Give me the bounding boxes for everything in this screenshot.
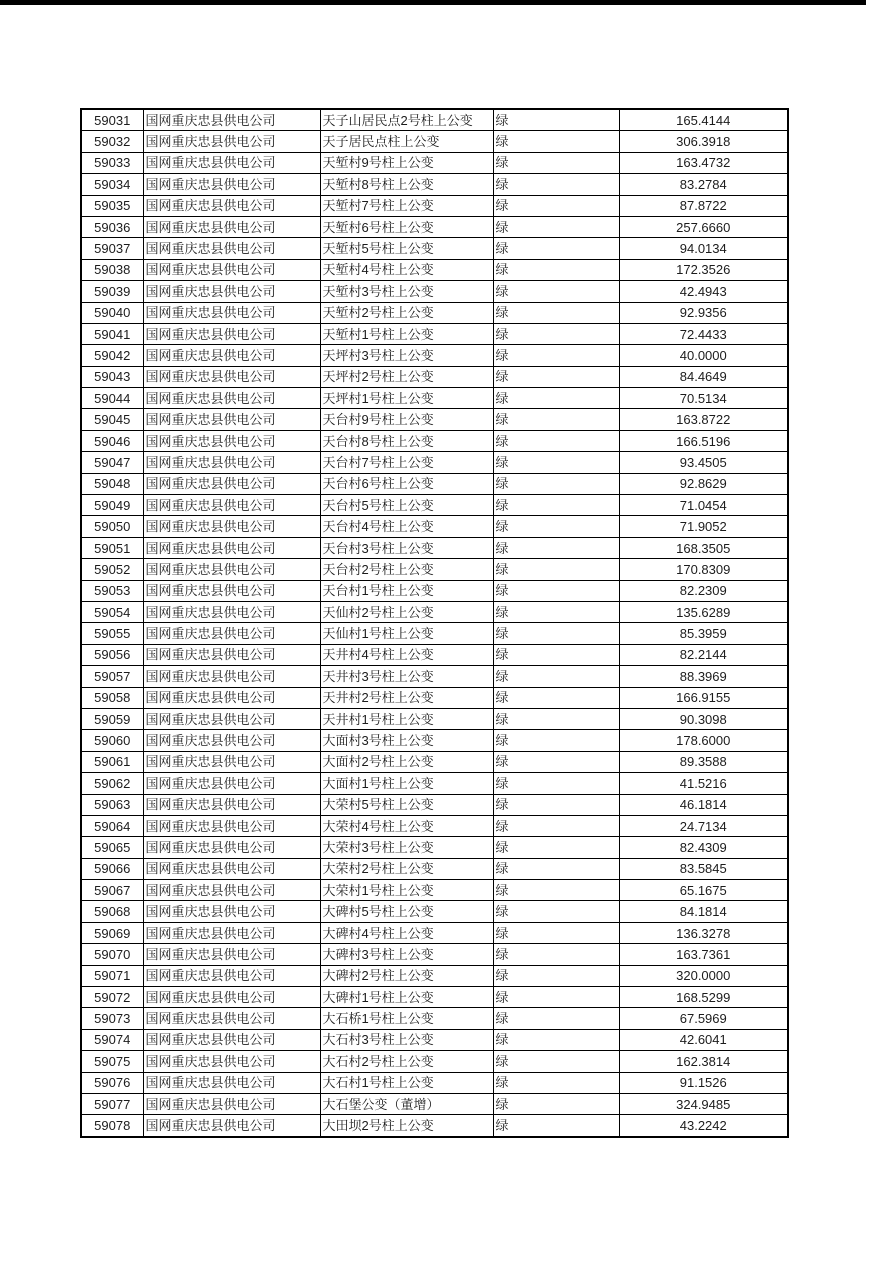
cell-company-name: 国网重庆忠县供电公司 [143,794,320,815]
cell-status-label: 绿 [493,131,619,152]
cell-status-label: 绿 [493,174,619,195]
cell-capacity-value: 163.7361 [619,944,788,965]
cell-capacity-value: 136.3278 [619,922,788,943]
cell-row-id: 59078 [81,1115,143,1137]
cell-transformer-name: 大荣村4号柱上公变 [320,815,493,836]
cell-row-id: 59051 [81,537,143,558]
cell-status-label: 绿 [493,495,619,516]
cell-row-id: 59075 [81,1051,143,1072]
cell-company-name: 国网重庆忠县供电公司 [143,858,320,879]
cell-transformer-name: 天台村8号柱上公变 [320,430,493,451]
cell-capacity-value: 88.3969 [619,666,788,687]
cell-row-id: 59052 [81,559,143,580]
cell-company-name: 国网重庆忠县供电公司 [143,516,320,537]
cell-row-id: 59045 [81,409,143,430]
cell-transformer-name: 天井村2号柱上公变 [320,687,493,708]
cell-status-label: 绿 [493,858,619,879]
cell-transformer-name: 天仙村1号柱上公变 [320,623,493,644]
cell-capacity-value: 42.6041 [619,1029,788,1050]
cell-company-name: 国网重庆忠县供电公司 [143,944,320,965]
cell-transformer-name: 天台村6号柱上公变 [320,473,493,494]
cell-transformer-name: 大面村2号柱上公变 [320,751,493,772]
table-row [81,195,788,216]
table-row [81,345,788,366]
table-row [81,794,788,815]
table-row [81,901,788,922]
cell-row-id: 59050 [81,516,143,537]
cell-row-id: 59031 [81,109,143,131]
cell-status-label: 绿 [493,922,619,943]
cell-transformer-name: 大石村3号柱上公变 [320,1029,493,1050]
table-row [81,944,788,965]
cell-capacity-value: 82.2309 [619,580,788,601]
cell-company-name: 国网重庆忠县供电公司 [143,452,320,473]
cell-status-label: 绿 [493,965,619,986]
cell-company-name: 国网重庆忠县供电公司 [143,837,320,858]
cell-row-id: 59061 [81,751,143,772]
cell-row-id: 59062 [81,773,143,794]
cell-transformer-name: 天堑村9号柱上公变 [320,152,493,173]
cell-row-id: 59072 [81,987,143,1008]
cell-status-label: 绿 [493,302,619,323]
cell-status-label: 绿 [493,944,619,965]
top-black-bar [0,0,866,5]
cell-company-name: 国网重庆忠县供电公司 [143,601,320,622]
cell-row-id: 59043 [81,366,143,387]
cell-company-name: 国网重庆忠县供电公司 [143,987,320,1008]
cell-row-id: 59073 [81,1008,143,1029]
cell-company-name: 国网重庆忠县供电公司 [143,537,320,558]
cell-transformer-name: 天台村2号柱上公变 [320,559,493,580]
cell-capacity-value: 84.1814 [619,901,788,922]
cell-status-label: 绿 [493,1115,619,1137]
cell-capacity-value: 165.4144 [619,109,788,131]
cell-company-name: 国网重庆忠县供电公司 [143,388,320,409]
cell-transformer-name: 大石桥1号柱上公变 [320,1008,493,1029]
cell-transformer-name: 天台村5号柱上公变 [320,495,493,516]
cell-row-id: 59070 [81,944,143,965]
cell-company-name: 国网重庆忠县供电公司 [143,495,320,516]
cell-row-id: 59059 [81,708,143,729]
cell-row-id: 59044 [81,388,143,409]
table-row [81,1115,788,1137]
table-row [81,1008,788,1029]
cell-transformer-name: 天仙村2号柱上公变 [320,601,493,622]
table-row [81,259,788,280]
cell-transformer-name: 天子山居民点2号柱上公变 [320,109,493,131]
cell-transformer-name: 大荣村3号柱上公变 [320,837,493,858]
cell-status-label: 绿 [493,409,619,430]
cell-transformer-name: 天堑村7号柱上公变 [320,195,493,216]
table-row [81,537,788,558]
cell-company-name: 国网重庆忠县供电公司 [143,965,320,986]
cell-company-name: 国网重庆忠县供电公司 [143,1008,320,1029]
table-row [81,837,788,858]
cell-status-label: 绿 [493,152,619,173]
cell-transformer-name: 天井村3号柱上公变 [320,666,493,687]
cell-capacity-value: 71.0454 [619,495,788,516]
table-row [81,773,788,794]
table-row [81,473,788,494]
cell-status-label: 绿 [493,452,619,473]
cell-transformer-name: 大碑村5号柱上公变 [320,901,493,922]
cell-status-label: 绿 [493,1029,619,1050]
cell-status-label: 绿 [493,687,619,708]
cell-row-id: 59060 [81,730,143,751]
cell-status-label: 绿 [493,880,619,901]
cell-status-label: 绿 [493,1051,619,1072]
cell-status-label: 绿 [493,366,619,387]
cell-capacity-value: 94.0134 [619,238,788,259]
table-row [81,880,788,901]
cell-row-id: 59032 [81,131,143,152]
cell-status-label: 绿 [493,259,619,280]
cell-transformer-name: 大荣村2号柱上公变 [320,858,493,879]
cell-capacity-value: 168.3505 [619,537,788,558]
cell-row-id: 59074 [81,1029,143,1050]
cell-status-label: 绿 [493,708,619,729]
cell-capacity-value: 89.3588 [619,751,788,772]
cell-company-name: 国网重庆忠县供电公司 [143,687,320,708]
cell-row-id: 59054 [81,601,143,622]
cell-transformer-name: 天井村4号柱上公变 [320,644,493,665]
cell-row-id: 59046 [81,430,143,451]
cell-row-id: 59076 [81,1072,143,1093]
cell-company-name: 国网重庆忠县供电公司 [143,751,320,772]
cell-capacity-value: 84.4649 [619,366,788,387]
cell-transformer-name: 天坪村2号柱上公变 [320,366,493,387]
cell-row-id: 59066 [81,858,143,879]
cell-row-id: 59065 [81,837,143,858]
table-row [81,409,788,430]
cell-company-name: 国网重庆忠县供电公司 [143,109,320,131]
cell-transformer-name: 天堑村8号柱上公变 [320,174,493,195]
cell-row-id: 59036 [81,216,143,237]
cell-transformer-name: 天堑村1号柱上公变 [320,323,493,344]
cell-capacity-value: 178.6000 [619,730,788,751]
cell-row-id: 59057 [81,666,143,687]
cell-row-id: 59058 [81,687,143,708]
cell-company-name: 国网重庆忠县供电公司 [143,773,320,794]
cell-capacity-value: 163.4732 [619,152,788,173]
cell-capacity-value: 257.6660 [619,216,788,237]
table-row [81,708,788,729]
cell-status-label: 绿 [493,644,619,665]
cell-capacity-value: 82.2144 [619,644,788,665]
cell-transformer-name: 大石堡公变（董增） [320,1093,493,1114]
cell-capacity-value: 87.8722 [619,195,788,216]
cell-company-name: 国网重庆忠县供电公司 [143,409,320,430]
cell-company-name: 国网重庆忠县供电公司 [143,259,320,280]
cell-status-label: 绿 [493,901,619,922]
cell-company-name: 国网重庆忠县供电公司 [143,1093,320,1114]
cell-capacity-value: 135.6289 [619,601,788,622]
cell-capacity-value: 92.9356 [619,302,788,323]
cell-status-label: 绿 [493,388,619,409]
cell-capacity-value: 70.5134 [619,388,788,409]
cell-status-label: 绿 [493,559,619,580]
cell-company-name: 国网重庆忠县供电公司 [143,366,320,387]
cell-status-label: 绿 [493,751,619,772]
cell-capacity-value: 83.5845 [619,858,788,879]
cell-row-id: 59041 [81,323,143,344]
table-row [81,601,788,622]
cell-transformer-name: 天堑村4号柱上公变 [320,259,493,280]
cell-capacity-value: 65.1675 [619,880,788,901]
cell-company-name: 国网重庆忠县供电公司 [143,195,320,216]
table-row [81,965,788,986]
cell-row-id: 59068 [81,901,143,922]
cell-company-name: 国网重庆忠县供电公司 [143,880,320,901]
cell-status-label: 绿 [493,430,619,451]
cell-transformer-name: 大碑村2号柱上公变 [320,965,493,986]
table-row [81,751,788,772]
cell-row-id: 59063 [81,794,143,815]
cell-company-name: 国网重庆忠县供电公司 [143,430,320,451]
cell-capacity-value: 91.1526 [619,1072,788,1093]
cell-capacity-value: 166.9155 [619,687,788,708]
cell-capacity-value: 92.8629 [619,473,788,494]
cell-status-label: 绿 [493,323,619,344]
cell-status-label: 绿 [493,345,619,366]
cell-capacity-value: 40.0000 [619,345,788,366]
cell-company-name: 国网重庆忠县供电公司 [143,644,320,665]
cell-row-id: 59035 [81,195,143,216]
cell-company-name: 国网重庆忠县供电公司 [143,345,320,366]
cell-company-name: 国网重庆忠县供电公司 [143,580,320,601]
cell-company-name: 国网重庆忠县供电公司 [143,1051,320,1072]
cell-company-name: 国网重庆忠县供电公司 [143,1115,320,1137]
cell-status-label: 绿 [493,195,619,216]
table-row [81,323,788,344]
table-body [81,109,788,1137]
cell-status-label: 绿 [493,516,619,537]
cell-row-id: 59064 [81,815,143,836]
table-row [81,559,788,580]
cell-status-label: 绿 [493,580,619,601]
cell-company-name: 国网重庆忠县供电公司 [143,131,320,152]
cell-company-name: 国网重庆忠县供电公司 [143,152,320,173]
cell-row-id: 59038 [81,259,143,280]
cell-capacity-value: 324.9485 [619,1093,788,1114]
table-row [81,516,788,537]
cell-capacity-value: 71.9052 [619,516,788,537]
cell-status-label: 绿 [493,238,619,259]
cell-status-label: 绿 [493,1072,619,1093]
table-row [81,815,788,836]
cell-transformer-name: 天台村1号柱上公变 [320,580,493,601]
cell-company-name: 国网重庆忠县供电公司 [143,559,320,580]
table-row [81,1029,788,1050]
cell-transformer-name: 大荣村5号柱上公变 [320,794,493,815]
table-row [81,987,788,1008]
cell-row-id: 59069 [81,922,143,943]
table-row [81,687,788,708]
cell-company-name: 国网重庆忠县供电公司 [143,730,320,751]
cell-company-name: 国网重庆忠县供电公司 [143,1029,320,1050]
cell-status-label: 绿 [493,815,619,836]
cell-capacity-value: 42.4943 [619,281,788,302]
cell-row-id: 59033 [81,152,143,173]
cell-transformer-name: 大面村1号柱上公变 [320,773,493,794]
cell-transformer-name: 天台村3号柱上公变 [320,537,493,558]
table-row [81,131,788,152]
cell-transformer-name: 天堑村2号柱上公变 [320,302,493,323]
cell-transformer-name: 大石村1号柱上公变 [320,1072,493,1093]
cell-capacity-value: 170.8309 [619,559,788,580]
cell-company-name: 国网重庆忠县供电公司 [143,216,320,237]
cell-status-label: 绿 [493,1093,619,1114]
cell-transformer-name: 天坪村1号柱上公变 [320,388,493,409]
cell-status-label: 绿 [493,109,619,131]
cell-status-label: 绿 [493,623,619,644]
table-row [81,281,788,302]
cell-transformer-name: 大石村2号柱上公变 [320,1051,493,1072]
cell-row-id: 59040 [81,302,143,323]
cell-capacity-value: 172.3526 [619,259,788,280]
cell-capacity-value: 163.8722 [619,409,788,430]
cell-row-id: 59034 [81,174,143,195]
cell-transformer-name: 大碑村1号柱上公变 [320,987,493,1008]
cell-row-id: 59047 [81,452,143,473]
cell-capacity-value: 168.5299 [619,987,788,1008]
table-row [81,495,788,516]
cell-transformer-name: 天堑村5号柱上公变 [320,238,493,259]
table-row [81,388,788,409]
cell-status-label: 绿 [493,216,619,237]
cell-status-label: 绿 [493,1008,619,1029]
cell-capacity-value: 162.3814 [619,1051,788,1072]
cell-transformer-name: 大荣村1号柱上公变 [320,880,493,901]
cell-status-label: 绿 [493,987,619,1008]
cell-row-id: 59067 [81,880,143,901]
cell-capacity-value: 320.0000 [619,965,788,986]
cell-company-name: 国网重庆忠县供电公司 [143,815,320,836]
cell-transformer-name: 大碑村3号柱上公变 [320,944,493,965]
cell-status-label: 绿 [493,473,619,494]
cell-capacity-value: 82.4309 [619,837,788,858]
cell-row-id: 59039 [81,281,143,302]
cell-capacity-value: 85.3959 [619,623,788,644]
table-row [81,1051,788,1072]
table-row [81,666,788,687]
cell-status-label: 绿 [493,666,619,687]
cell-status-label: 绿 [493,794,619,815]
cell-status-label: 绿 [493,537,619,558]
cell-transformer-name: 天台村9号柱上公变 [320,409,493,430]
cell-row-id: 59053 [81,580,143,601]
cell-transformer-name: 大田坝2号柱上公变 [320,1115,493,1137]
table-row [81,730,788,751]
cell-capacity-value: 166.5196 [619,430,788,451]
cell-status-label: 绿 [493,773,619,794]
cell-row-id: 59071 [81,965,143,986]
cell-company-name: 国网重庆忠县供电公司 [143,1072,320,1093]
cell-row-id: 59042 [81,345,143,366]
cell-transformer-name: 天台村7号柱上公变 [320,452,493,473]
cell-transformer-name: 天坪村3号柱上公变 [320,345,493,366]
cell-transformer-name: 大碑村4号柱上公变 [320,922,493,943]
cell-transformer-name: 天台村4号柱上公变 [320,516,493,537]
cell-row-id: 59048 [81,473,143,494]
cell-row-id: 59077 [81,1093,143,1114]
transformer-data-table [80,108,789,1138]
cell-company-name: 国网重庆忠县供电公司 [143,666,320,687]
table-row [81,174,788,195]
cell-company-name: 国网重庆忠县供电公司 [143,901,320,922]
cell-transformer-name: 天井村1号柱上公变 [320,708,493,729]
cell-capacity-value: 72.4433 [619,323,788,344]
cell-capacity-value: 41.5216 [619,773,788,794]
cell-company-name: 国网重庆忠县供电公司 [143,473,320,494]
cell-row-id: 59055 [81,623,143,644]
table-row [81,644,788,665]
table-row [81,858,788,879]
cell-transformer-name: 天堑村3号柱上公变 [320,281,493,302]
cell-capacity-value: 43.2242 [619,1115,788,1137]
cell-company-name: 国网重庆忠县供电公司 [143,323,320,344]
table-row [81,238,788,259]
cell-status-label: 绿 [493,601,619,622]
cell-company-name: 国网重庆忠县供电公司 [143,623,320,644]
cell-company-name: 国网重庆忠县供电公司 [143,922,320,943]
cell-capacity-value: 93.4505 [619,452,788,473]
cell-capacity-value: 306.3918 [619,131,788,152]
table-row [81,302,788,323]
table-row [81,1093,788,1114]
table-row [81,922,788,943]
cell-row-id: 59049 [81,495,143,516]
cell-capacity-value: 46.1814 [619,794,788,815]
cell-capacity-value: 67.5969 [619,1008,788,1029]
table-row [81,152,788,173]
cell-company-name: 国网重庆忠县供电公司 [143,174,320,195]
table-row [81,216,788,237]
table-row [81,109,788,131]
cell-company-name: 国网重庆忠县供电公司 [143,302,320,323]
cell-row-id: 59037 [81,238,143,259]
cell-company-name: 国网重庆忠县供电公司 [143,238,320,259]
cell-status-label: 绿 [493,281,619,302]
table-row [81,366,788,387]
cell-status-label: 绿 [493,837,619,858]
cell-transformer-name: 大面村3号柱上公变 [320,730,493,751]
cell-company-name: 国网重庆忠县供电公司 [143,708,320,729]
cell-capacity-value: 24.7134 [619,815,788,836]
cell-capacity-value: 83.2784 [619,174,788,195]
table-row [81,452,788,473]
table-row [81,1072,788,1093]
cell-transformer-name: 天堑村6号柱上公变 [320,216,493,237]
cell-company-name: 国网重庆忠县供电公司 [143,281,320,302]
cell-row-id: 59056 [81,644,143,665]
table-row [81,580,788,601]
table-row [81,623,788,644]
cell-capacity-value: 90.3098 [619,708,788,729]
cell-status-label: 绿 [493,730,619,751]
table-row [81,430,788,451]
cell-transformer-name: 天子居民点柱上公变 [320,131,493,152]
